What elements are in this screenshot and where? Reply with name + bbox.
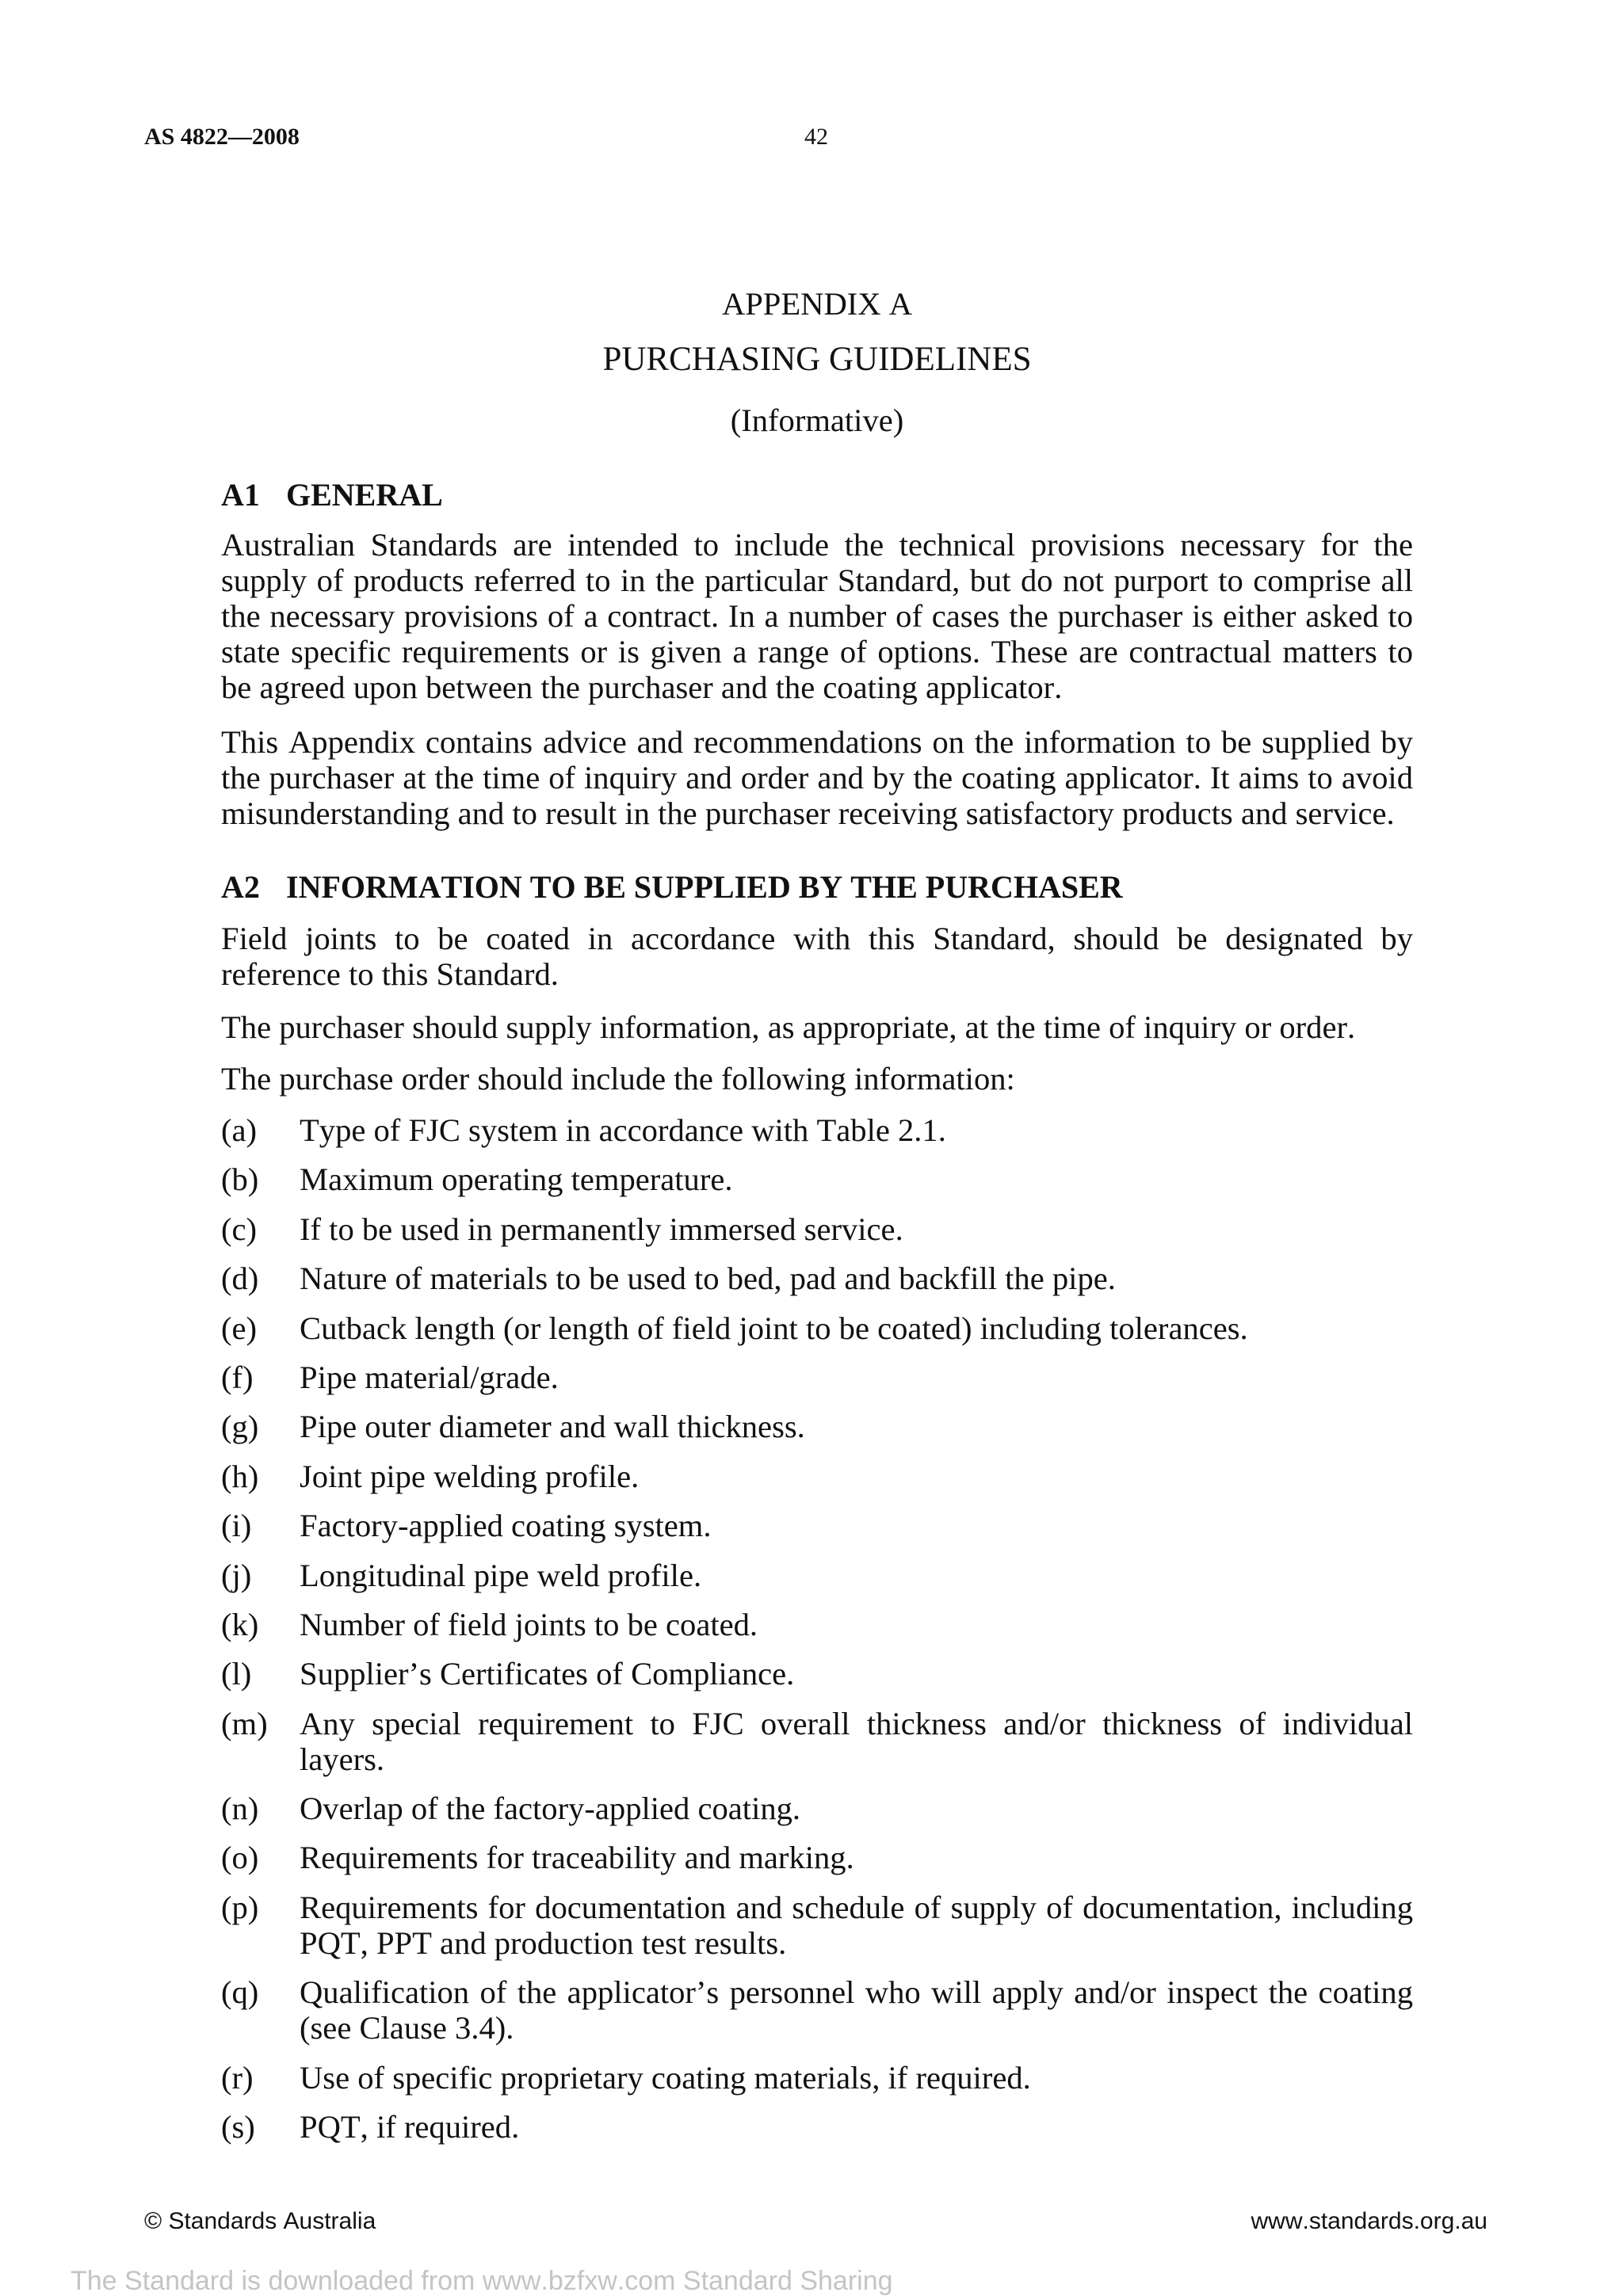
paragraph-line: This Appendix contains advice and recommendations on the information to be supplied by: [221, 724, 1413, 760]
paragraph-line: Australian Standards are intended to include the technical provisions necessary for the: [221, 527, 1413, 563]
paragraph-line: state specific requirements or is given a range of options. These are contractual matters to: [221, 634, 1413, 669]
list-line: PQT, if required.: [300, 2109, 520, 2145]
paragraph-line: misunderstanding and to result in the purchaser receiving satisfactory products and service.: [221, 795, 1395, 831]
list-line: Nature of materials to be used to bed, pad and backfill the pipe.: [300, 1261, 1116, 1297]
list-line: Requirements for documentation and schedule of supply of documentation, including: [300, 1889, 1413, 1925]
list-text: [300, 1211, 1413, 1247]
list-text: [300, 1974, 1413, 2046]
list-line: Use of specific proprietary coating materials, if required.: [300, 2059, 1031, 2096]
list-item: [221, 1508, 1413, 1543]
list-text: [300, 1409, 1413, 1444]
list-item: [221, 2060, 1413, 2096]
section-number: A1: [221, 477, 260, 513]
paragraph-line: The purchaser should supply information, as appropriate, at the time of inquiry or order.: [221, 1009, 1356, 1045]
section-heading-a2: [221, 869, 1413, 905]
paragraph-line: Field joints to be coated in accordance with this Standard, should be designated by: [221, 921, 1413, 956]
list-line: Number of field joints to be coated.: [300, 1606, 758, 1642]
list-label: (m): [221, 1705, 268, 1741]
paragraph: [221, 724, 1413, 831]
list-text: [300, 1508, 1413, 1543]
paragraph: [221, 1009, 1413, 1045]
list-item: [221, 1656, 1413, 1691]
list-label: (p): [221, 1889, 259, 1925]
list-line: Joint pipe welding profile.: [300, 1458, 640, 1494]
paragraph-line: be agreed upon between the purchaser and the coating applicator.: [221, 669, 1063, 705]
section-title: INFORMATION TO BE SUPPLIED BY THE PURCHASER: [286, 869, 1123, 905]
footer-copyright: © Standards Australia: [144, 2208, 376, 2234]
list-label: (d): [221, 1261, 259, 1297]
purchase-order-list: [221, 1112, 1413, 2145]
list-text: [300, 2109, 1413, 2145]
list-label: (s): [221, 2109, 255, 2145]
list-label: (r): [221, 2059, 254, 2096]
section-title: GENERAL: [286, 477, 443, 513]
watermark-text: The Standard is downloaded from www.bzfxw.com Standard Sharing: [71, 2266, 893, 2296]
list-line: layers.: [300, 1741, 385, 1777]
standard-designation: AS 4822—2008: [144, 124, 300, 150]
list-item: [221, 1706, 1413, 1777]
list-text: [300, 2060, 1413, 2096]
appendix-title-block: [221, 286, 1413, 438]
list-item: [221, 1607, 1413, 1642]
list-line: Overlap of the factory-applied coating.: [300, 1791, 801, 1827]
list-line: Any special requirement to FJC overall thickness and/or thickness of individual: [300, 1705, 1413, 1741]
section-number: A2: [221, 869, 260, 905]
list-text: [300, 1607, 1413, 1642]
list-text: [300, 1791, 1413, 1826]
list-text: [300, 1310, 1413, 1346]
list-line: Pipe material/grade.: [300, 1359, 559, 1395]
list-label: (a): [221, 1112, 258, 1148]
list-text: [300, 1890, 1413, 1961]
list-text: [300, 1261, 1413, 1296]
list-label: (b): [221, 1161, 259, 1198]
list-item: [221, 1974, 1413, 2046]
list-item: [221, 1310, 1413, 1346]
list-label: (h): [221, 1458, 259, 1494]
list-line: Supplier’s Certificates of Compliance.: [300, 1656, 795, 1692]
footer-website: www.standards.org.au: [1251, 2208, 1487, 2234]
appendix-status: (Informative): [730, 402, 904, 438]
list-label: (g): [221, 1409, 259, 1445]
list-item: [221, 1558, 1413, 1593]
paragraph-line: reference to this Standard.: [221, 956, 559, 992]
list-line: Maximum operating temperature.: [300, 1161, 733, 1198]
appendix-body: [221, 477, 1413, 2145]
paragraph: [221, 1061, 1413, 1097]
list-label: (e): [221, 1310, 258, 1346]
list-label: (l): [221, 1656, 252, 1692]
list-text: [300, 1161, 1413, 1197]
list-item: [221, 1360, 1413, 1395]
list-line: PQT, PPT and production test results.: [300, 1924, 787, 1961]
list-line: Cutback length (or length of field joint to be coated) including tolerances.: [300, 1310, 1248, 1346]
list-item: [221, 1409, 1413, 1444]
paragraph-line: the necessary provisions of a contract. In a number of cases the purchaser is either asked to: [221, 598, 1413, 634]
list-text: [300, 1112, 1413, 1148]
list-line: Type of FJC system in accordance with Table 2.1.: [300, 1112, 946, 1148]
list-text: [300, 1840, 1413, 1875]
list-item: [221, 1890, 1413, 1961]
list-item: [221, 1161, 1413, 1197]
list-label: (c): [221, 1211, 258, 1247]
appendix-label: APPENDIX A: [721, 286, 913, 322]
list-line: Requirements for traceability and marking.: [300, 1840, 854, 1876]
list-item: [221, 1211, 1413, 1247]
list-item: [221, 1791, 1413, 1826]
paragraph-line: the purchaser at the time of inquiry and order and by the coating applicator. It aims to avoid: [221, 760, 1413, 795]
list-line: Longitudinal pipe weld profile.: [300, 1557, 702, 1593]
list-text: [300, 1656, 1413, 1691]
list-label: (j): [221, 1557, 252, 1593]
list-label: (k): [221, 1606, 259, 1642]
list-line: (see Clause 3.4).: [300, 2010, 514, 2046]
paragraph-line: The purchase order should include the following information:: [221, 1061, 1015, 1097]
appendix-title: PURCHASING GUIDELINES: [602, 341, 1032, 378]
list-item: [221, 2109, 1413, 2145]
list-item: [221, 1840, 1413, 1875]
paragraph: [221, 921, 1413, 992]
paragraph-line: supply of products referred to in the particular Standard, but do not purport to comprise all: [221, 563, 1413, 598]
list-text: [300, 1558, 1413, 1593]
section-heading-a1: [221, 477, 1413, 513]
list-line: If to be used in permanently immersed service.: [300, 1211, 903, 1247]
list-label: (o): [221, 1840, 259, 1876]
list-line: Qualification of the applicator’s personnel who will apply and/or inspect the coating: [300, 1974, 1413, 2011]
list-text: [300, 1459, 1413, 1494]
list-line: Pipe outer diameter and wall thickness.: [300, 1409, 805, 1445]
list-label: (f): [221, 1359, 254, 1395]
page-number: 42: [804, 124, 828, 150]
list-item: [221, 1112, 1413, 1148]
list-label: (i): [221, 1508, 252, 1544]
list-text: [300, 1706, 1413, 1777]
list-label: (q): [221, 1974, 259, 2011]
list-item: [221, 1261, 1413, 1296]
list-label: (n): [221, 1791, 259, 1827]
list-text: [300, 1360, 1413, 1395]
paragraph: [221, 527, 1413, 705]
list-line: Factory-applied coating system.: [300, 1508, 712, 1544]
list-item: [221, 1459, 1413, 1494]
